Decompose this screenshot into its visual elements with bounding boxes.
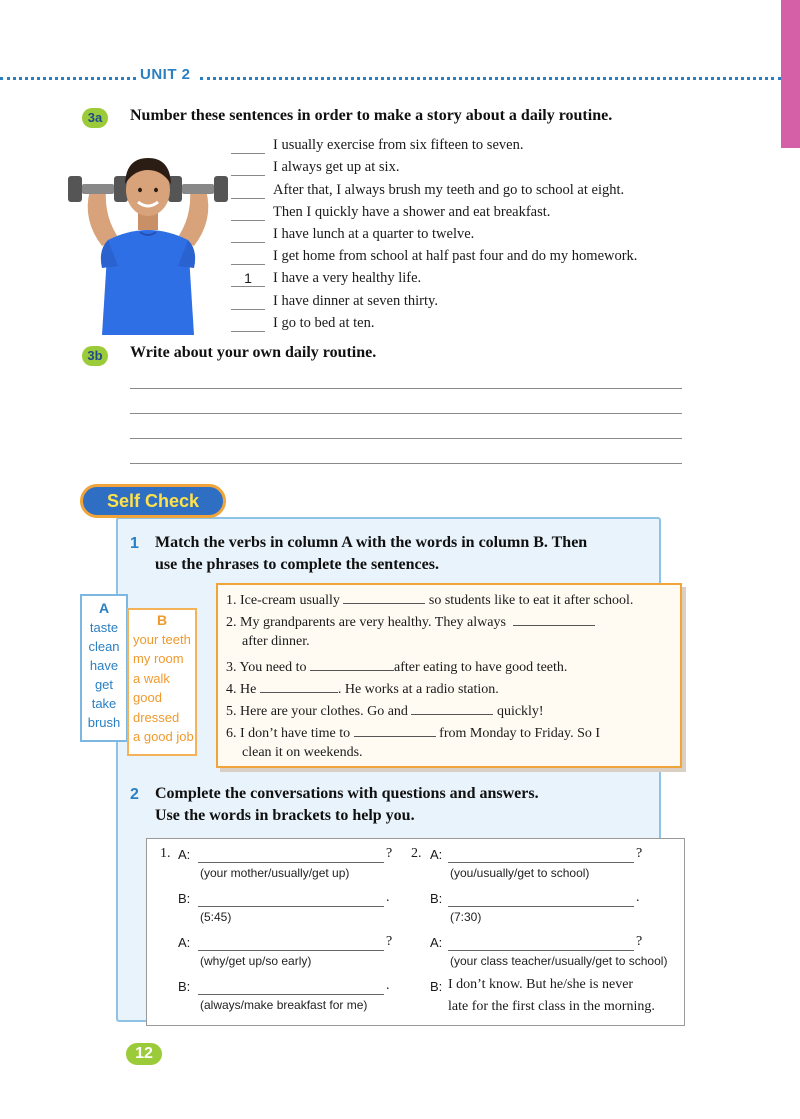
conversation-1-number: 1. bbox=[160, 846, 171, 861]
sentence-text: . He works at a radio station. bbox=[337, 681, 499, 697]
story-sentence: I have lunch at a quarter to twelve. bbox=[273, 225, 475, 242]
list-item bbox=[231, 265, 701, 287]
list-item bbox=[231, 176, 701, 198]
list-item bbox=[231, 199, 701, 221]
list-item bbox=[231, 154, 701, 176]
speaker-b-label: B: bbox=[430, 891, 443, 906]
column-b-box bbox=[127, 608, 197, 756]
question-1-number: 1 bbox=[130, 535, 139, 552]
answer-blank[interactable] bbox=[411, 701, 493, 715]
story-sentence: After that, I always brush my teeth and go to school at eight. bbox=[273, 181, 625, 198]
sentence-text: quickly! bbox=[496, 703, 544, 719]
sentence-text: 2. My grandparents are very healthy. They always bbox=[226, 615, 506, 631]
writing-line[interactable] bbox=[130, 388, 682, 389]
header-dotted-rule-right bbox=[200, 77, 781, 80]
story-sentence-list bbox=[231, 132, 701, 332]
column-b-phrase: dressed bbox=[133, 709, 180, 725]
sentence-text: after eating to have good teeth. bbox=[394, 659, 568, 675]
question-1-instruction-line2: use the phrases to complete the sentences. bbox=[155, 556, 439, 573]
story-sentence: I go to bed at ten. bbox=[273, 314, 375, 331]
hint-text: (your class teacher/usually/get to school) bbox=[450, 954, 668, 968]
hint-text: (always/make breakfast for me) bbox=[200, 998, 368, 1012]
order-number-blank[interactable] bbox=[231, 159, 265, 176]
question-mark: ? bbox=[636, 846, 643, 861]
page-edge-tab bbox=[781, 0, 800, 148]
answer-line[interactable] bbox=[448, 950, 634, 951]
speaker-b-label: B: bbox=[178, 891, 191, 906]
hint-text: (7:30) bbox=[450, 910, 482, 924]
answer-text-line2: late for the first class in the morning. bbox=[448, 999, 655, 1014]
answer-line[interactable] bbox=[448, 906, 634, 907]
header-dotted-rule-left bbox=[0, 77, 136, 80]
hint-text: (you/usually/get to school) bbox=[450, 866, 590, 880]
writing-line[interactable] bbox=[130, 438, 682, 439]
order-number-blank[interactable] bbox=[231, 315, 265, 332]
column-a-header: A bbox=[98, 600, 110, 616]
list-item bbox=[231, 221, 701, 243]
order-number-blank[interactable]: 1 bbox=[231, 270, 265, 287]
story-sentence: I have dinner at seven thirty. bbox=[273, 292, 438, 309]
speaker-a-label: A: bbox=[430, 935, 443, 950]
answer-blank[interactable] bbox=[310, 657, 394, 671]
order-number-blank[interactable] bbox=[231, 137, 265, 154]
question-1-instruction-line1: Match the verbs in column A with the words in column B. Then bbox=[155, 534, 588, 551]
speaker-b-label: B: bbox=[178, 979, 191, 994]
question-2-number: 2 bbox=[130, 786, 139, 803]
column-a-verb: clean bbox=[88, 639, 120, 654]
sentence-completion-box bbox=[216, 583, 682, 768]
question-2-instruction-line2: Use the words in brackets to help you. bbox=[155, 807, 415, 824]
order-number-blank[interactable] bbox=[231, 293, 265, 310]
question-mark: ? bbox=[636, 934, 643, 949]
writing-line[interactable] bbox=[130, 413, 682, 414]
answer-blank[interactable] bbox=[354, 723, 436, 737]
period-mark: . bbox=[636, 890, 640, 905]
self-check-title: Self Check bbox=[80, 484, 226, 518]
list-item bbox=[226, 657, 680, 679]
writing-line[interactable] bbox=[130, 463, 682, 464]
story-sentence: I usually exercise from six fifteen to seven. bbox=[273, 137, 524, 154]
exercise-3a-instruction: Number these sentences in order to make a story about a daily routine. bbox=[130, 107, 613, 124]
conversation-2-number: 2. bbox=[411, 846, 422, 861]
list-item bbox=[231, 310, 701, 332]
story-sentence: Then I quickly have a shower and eat breakfast. bbox=[273, 203, 551, 220]
column-b-phrase: a good job bbox=[133, 729, 194, 745]
answer-text-line1: I don’t know. But he/she is never bbox=[448, 977, 634, 992]
question-2-instruction-line1: Complete the conversations with questions and answers. bbox=[155, 785, 539, 802]
hint-text: (your mother/usually/get up) bbox=[200, 866, 350, 880]
list-item bbox=[226, 634, 680, 656]
order-number-blank[interactable] bbox=[231, 204, 265, 221]
answer-line[interactable] bbox=[448, 862, 634, 863]
column-b-header: B bbox=[156, 612, 168, 628]
answer-blank[interactable] bbox=[260, 679, 338, 693]
column-a-verb: have bbox=[89, 658, 119, 673]
sentence-text: so students like to eat it after school. bbox=[428, 593, 634, 608]
unit-title: UNIT 2 bbox=[140, 66, 191, 83]
exercise-badge-3a: 3a bbox=[82, 108, 108, 128]
sentence-text: from Monday to Friday. So I bbox=[439, 726, 601, 742]
hint-text: (5:45) bbox=[200, 910, 232, 924]
column-a-box bbox=[80, 594, 128, 742]
boy-with-dumbbells-illustration bbox=[62, 150, 234, 335]
speaker-a-label: A: bbox=[178, 847, 191, 862]
column-a-verb: take bbox=[91, 696, 117, 711]
order-number-blank[interactable] bbox=[231, 226, 265, 243]
sentence-text: 5. Here are your clothes. Go and bbox=[226, 703, 408, 719]
speaker-b-label: B: bbox=[430, 979, 443, 994]
column-a-verb: get bbox=[94, 677, 114, 692]
story-sentence: I always get up at six. bbox=[273, 159, 400, 176]
page-number: 12 bbox=[126, 1043, 162, 1065]
story-sentence: I get home from school at half past four and do my homework. bbox=[273, 248, 638, 265]
hint-text: (why/get up/so early) bbox=[200, 954, 312, 968]
speaker-a-label: A: bbox=[430, 847, 443, 862]
order-number-blank[interactable] bbox=[231, 182, 265, 199]
sentence-text: 3. You need to bbox=[226, 659, 307, 675]
list-item bbox=[231, 287, 701, 309]
list-item bbox=[226, 612, 680, 634]
answer-line[interactable] bbox=[198, 950, 384, 951]
sentence-text: 1. Ice-cream usually bbox=[226, 593, 340, 608]
list-item bbox=[226, 723, 680, 745]
answer-blank[interactable] bbox=[343, 590, 425, 604]
period-mark: . bbox=[386, 978, 390, 993]
column-b-phrase: your teeth bbox=[133, 632, 191, 647]
question-mark: ? bbox=[386, 846, 393, 861]
order-number-blank[interactable] bbox=[231, 248, 265, 265]
sentence-text: 4. He bbox=[226, 681, 257, 697]
column-a-verb: brush bbox=[87, 715, 121, 730]
column-b-phrase: a walk bbox=[133, 670, 170, 686]
list-item bbox=[231, 132, 701, 154]
answer-line[interactable] bbox=[198, 906, 384, 907]
story-sentence: I have a very healthy life. bbox=[273, 270, 422, 287]
sentence-text: 6. I don’t have time to bbox=[226, 726, 351, 742]
list-item bbox=[226, 679, 680, 701]
exercise-badge-3b: 3b bbox=[82, 346, 108, 366]
list-item bbox=[226, 590, 680, 612]
answer-blank[interactable] bbox=[513, 612, 595, 626]
list-item bbox=[226, 701, 680, 723]
list-item bbox=[231, 243, 701, 265]
exercise-3b-instruction: Write about your own daily routine. bbox=[130, 344, 377, 361]
column-a-verb: taste bbox=[89, 620, 119, 635]
speaker-a-label: A: bbox=[178, 935, 191, 950]
sentence-text: clean it on weekends. bbox=[242, 745, 363, 761]
column-b-phrase: good bbox=[133, 690, 162, 706]
sentence-text: after dinner. bbox=[242, 634, 310, 650]
period-mark: . bbox=[386, 890, 390, 905]
question-mark: ? bbox=[386, 934, 393, 949]
column-b-phrase: my room bbox=[133, 651, 184, 667]
answer-line[interactable] bbox=[198, 862, 384, 863]
list-item bbox=[226, 745, 680, 767]
answer-line[interactable] bbox=[198, 994, 384, 995]
